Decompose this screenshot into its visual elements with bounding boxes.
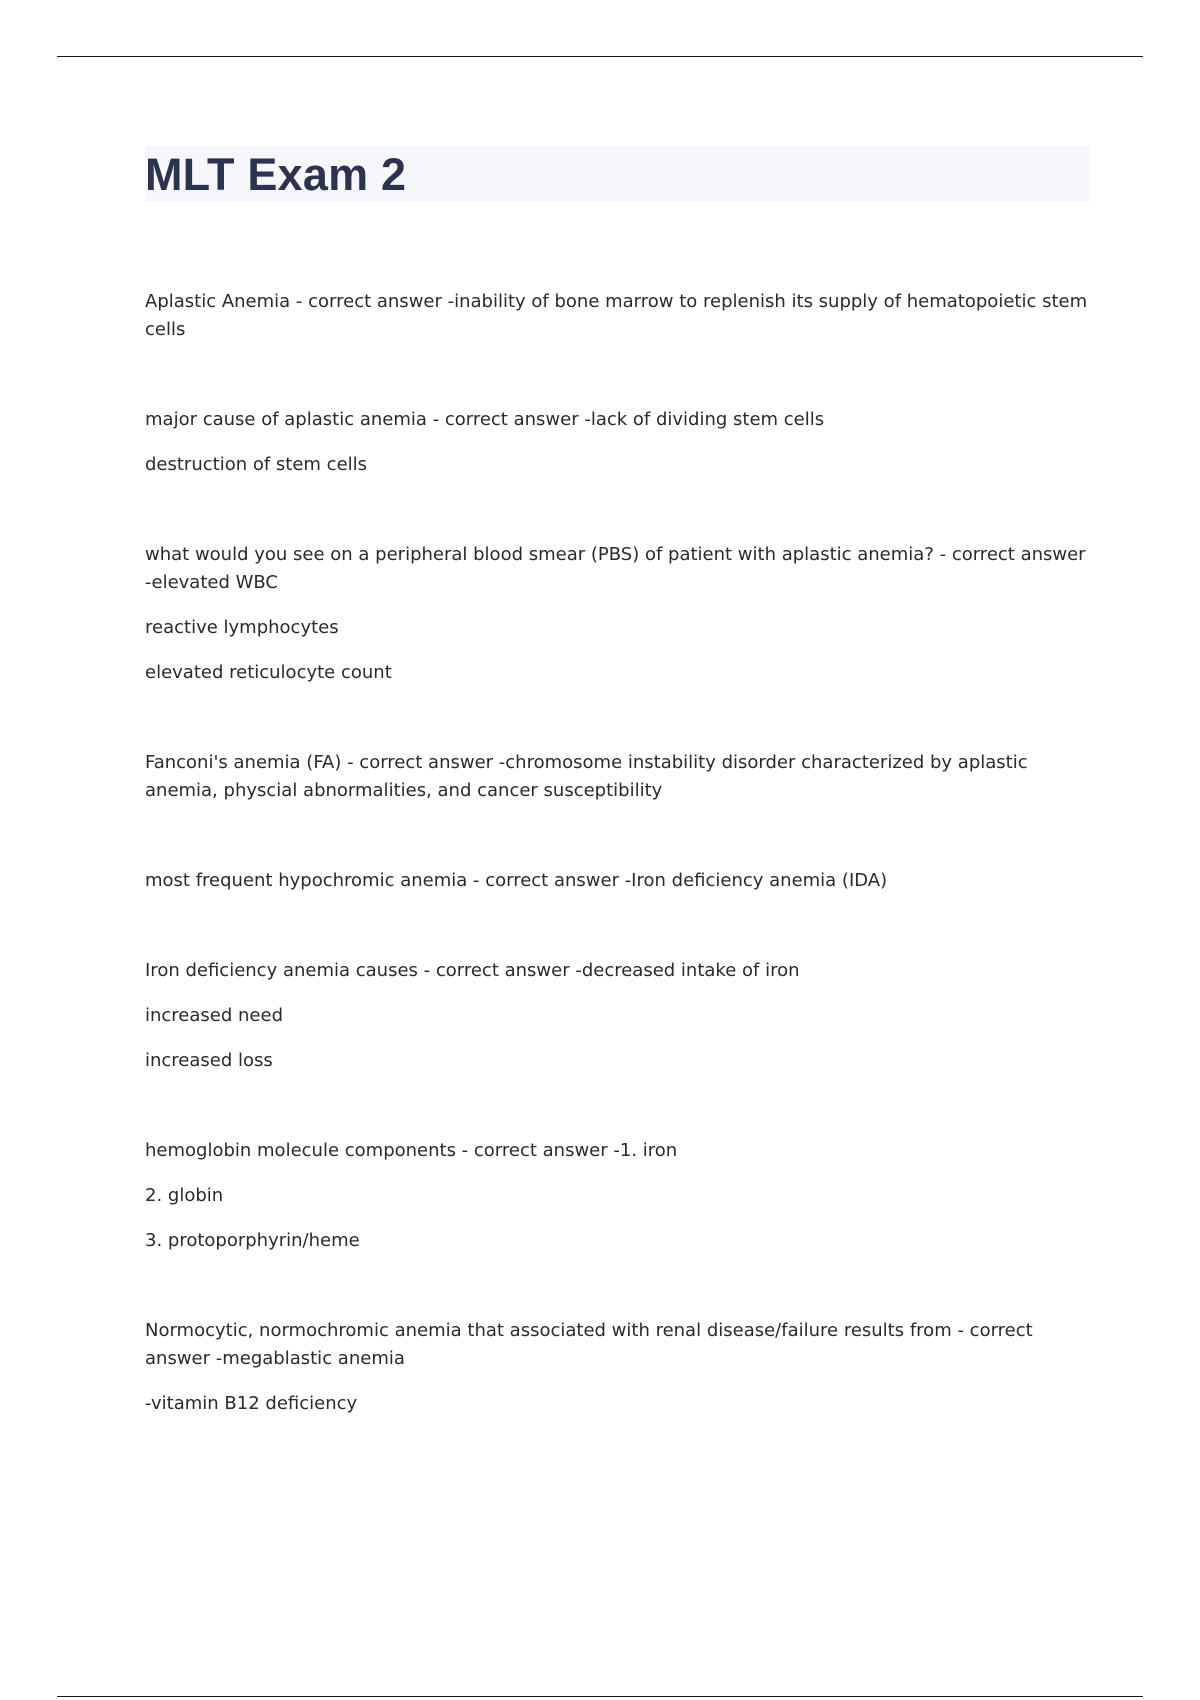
- qa-item: [145, 541, 1089, 687]
- qa-line: elevated reticulocyte count: [145, 662, 392, 683]
- top-rule: [57, 56, 1143, 57]
- qa-line: 3. protoporphyrin/heme: [145, 1230, 360, 1251]
- qa-line: destruction of stem cells: [145, 454, 368, 475]
- qa-line: increased loss: [145, 1050, 273, 1071]
- qa-item: [145, 957, 1089, 1075]
- qa-item: [145, 867, 1089, 895]
- qa-line: Aplastic Anemia - correct answer -inability of bone marrow to replenish its supply of hematopoietic stem cells: [145, 291, 1088, 340]
- qa-item: [145, 288, 1089, 344]
- qa-line: -vitamin B12 deficiency: [145, 1393, 358, 1414]
- qa-list: [145, 288, 1089, 1418]
- qa-item: [145, 1317, 1089, 1418]
- qa-line: major cause of aplastic anemia - correct answer -lack of dividing stem cells: [145, 409, 825, 430]
- qa-line: Normocytic, normochromic anemia that associated with renal disease/failure results from - correct answer -megablastic anemia: [145, 1320, 1033, 1369]
- bottom-rule: [57, 1696, 1143, 1697]
- qa-line: most frequent hypochromic anemia - correct answer -Iron deficiency anemia (IDA): [145, 870, 888, 891]
- qa-line: Iron deficiency anemia causes - correct answer -decreased intake of iron: [145, 960, 800, 981]
- title-band: [145, 146, 1089, 202]
- qa-item: [145, 749, 1089, 805]
- document-title: MLT Exam 2: [145, 148, 407, 200]
- qa-line: 2. globin: [145, 1185, 224, 1206]
- qa-line: hemoglobin molecule components - correct answer -1. iron: [145, 1140, 678, 1161]
- qa-line: increased need: [145, 1005, 283, 1026]
- qa-item: [145, 406, 1089, 479]
- qa-line: Fanconi's anemia (FA) - correct answer -chromosome instability disorder characterized by aplastic anemia, physcial abnormalities, and cancer susceptibility: [145, 752, 1028, 801]
- document-body: [145, 146, 1089, 1480]
- qa-line: reactive lymphocytes: [145, 617, 339, 638]
- qa-item: [145, 1137, 1089, 1255]
- qa-line: what would you see on a peripheral blood smear (PBS) of patient with aplastic anemia? - correct answer -elevated WBC: [145, 544, 1086, 593]
